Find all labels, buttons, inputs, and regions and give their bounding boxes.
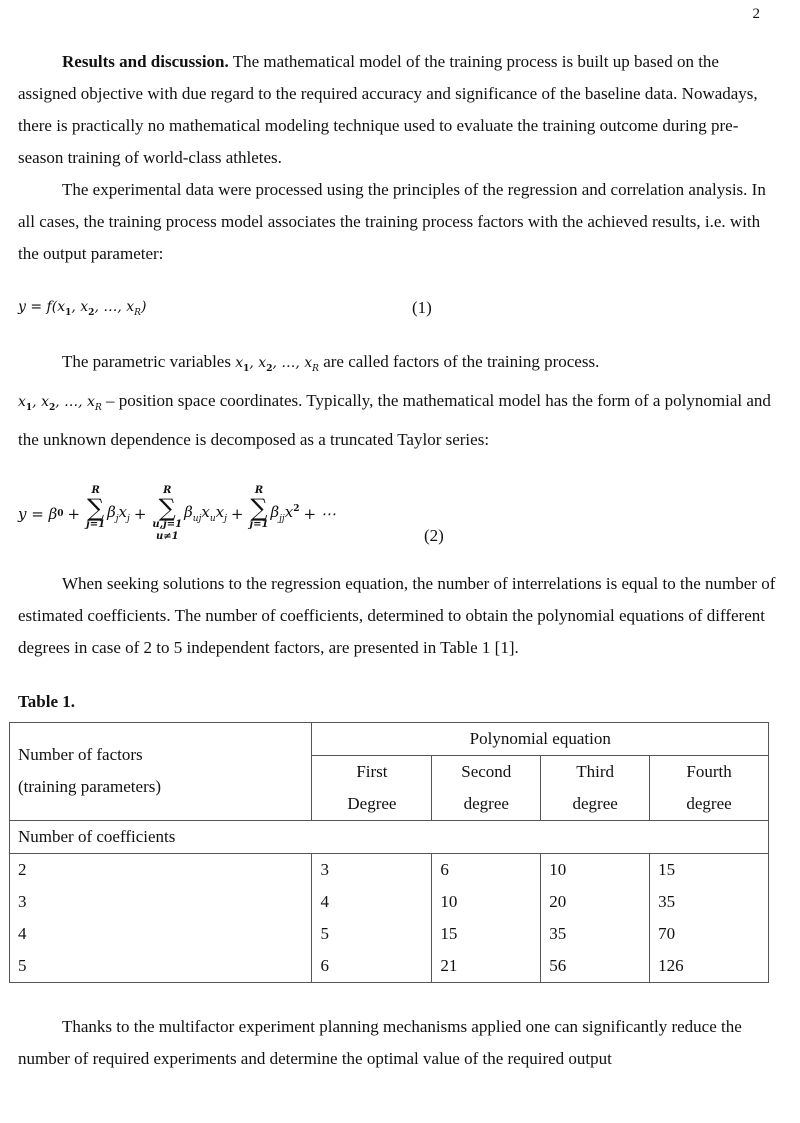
paragraph-experimental-data: The experimental data were processed using the principles of the regression and correlation analysis. In all cases, the training process model associates the training process factors with the achieved results, i.e. with the output parameter: [18,180,766,263]
cell-second: 10 [432,886,541,918]
cell-fourth: 15 [650,853,769,886]
column-header-second: Second degree [432,755,541,820]
cell-second: 15 [432,918,541,950]
section-lead: Results and discussion. [62,52,229,71]
paragraph-results-body: The mathematical model of the training process is built up based on the assigned objective with due regard to the required accuracy and significance of the baseline data. Nowadays, there is practically no mathematical modeling technique used to evaluate the training outcome during pre-season training of world-class athletes. [18,52,758,167]
equation-1: $y = f(x_1$, $x_2$, …, $x_R$) (1) [18,298,432,318]
cell-second: 6 [432,853,541,886]
vars-inline-2: $x_1$, $x_2$, …, $x_R$ [18,393,102,413]
column-header-fourth: Fourth degree [650,755,769,820]
cell-fourth: 70 [650,918,769,950]
table-row [10,950,769,983]
column-header-first: First Degree [312,755,432,820]
cell-fourth: 35 [650,886,769,918]
cell-second: 21 [432,950,541,983]
cell-third: 20 [541,886,650,918]
polynomial-group-header: Polynomial equation [312,722,769,755]
coefficients-table [9,722,769,983]
cell-first: 3 [312,853,432,886]
cell-fourth: 126 [650,950,769,983]
equation-1-number: (1) [412,298,432,317]
cell-third: 35 [541,918,650,950]
paragraph-multifactor: Thanks to the multifactor experiment planning mechanisms applied one can significantly reduce the number of required experiments and determine the optimal value of the required output [18,1016,742,1068]
cell-third: 10 [541,853,650,886]
equation-2: y = β 0 + R ∑ j=1 $\beta_jx_j$ + R ∑ u,j=1 u≠1 $\beta_{uj}x_ux_j$ + R ∑ j=1 $\beta_{jj}x^2$ + ⋯ (2) [18,484,444,545]
vars-inline-1: $x_1$, $x_2$, …, $x_R$ [235,355,319,374]
coefficients-subheader: Number of coefficients [10,820,769,853]
page-number: 2 [752,6,760,22]
cell-third: 56 [541,950,650,983]
cell-first: 4 [312,886,432,918]
column-header-third: Third degree [541,755,650,820]
cell-factors: 3 [10,886,312,918]
table-row [10,853,769,886]
paragraph-parametric: The parametric variables $x_1$, $x_2$, …, $x_R$ are called factors of the training process. [62,352,600,374]
cell-factors: 4 [10,918,312,950]
paragraph-regression: When seeking solutions to the regression equation, the number of interrelations is equal to the number of estimated coefficients. The number of coefficients, determined to obtain the polynomial equations of different degrees in case of 2 to 5 independent factors, are presented in Table 1 [1]. [18,573,776,657]
cell-first: 5 [312,918,432,950]
table-row [10,886,769,918]
cell-factors: 2 [10,853,312,886]
paragraph-parametric-continued: $x_1$, $x_2$, …, $x_R$ – position space coordinates. Typically, the mathematical model has the form of a polynomial and the unknown dependence is decomposed as a truncated Taylor series: [18,390,771,449]
paragraph-results [18,46,778,174]
equation-2-number: (2) [424,525,444,545]
cell-first: 6 [312,950,432,983]
summation-3-icon: R ∑ j=1 [249,484,269,530]
summation-1-icon: R ∑ j=1 [86,484,106,530]
cell-factors: 5 [10,950,312,983]
summation-2-icon: R ∑ u,j=1 u≠1 [152,484,183,542]
factors-header: Number of factors (training parameters) [10,722,312,820]
table-caption: Table 1. [18,691,76,711]
table-row [10,918,769,950]
